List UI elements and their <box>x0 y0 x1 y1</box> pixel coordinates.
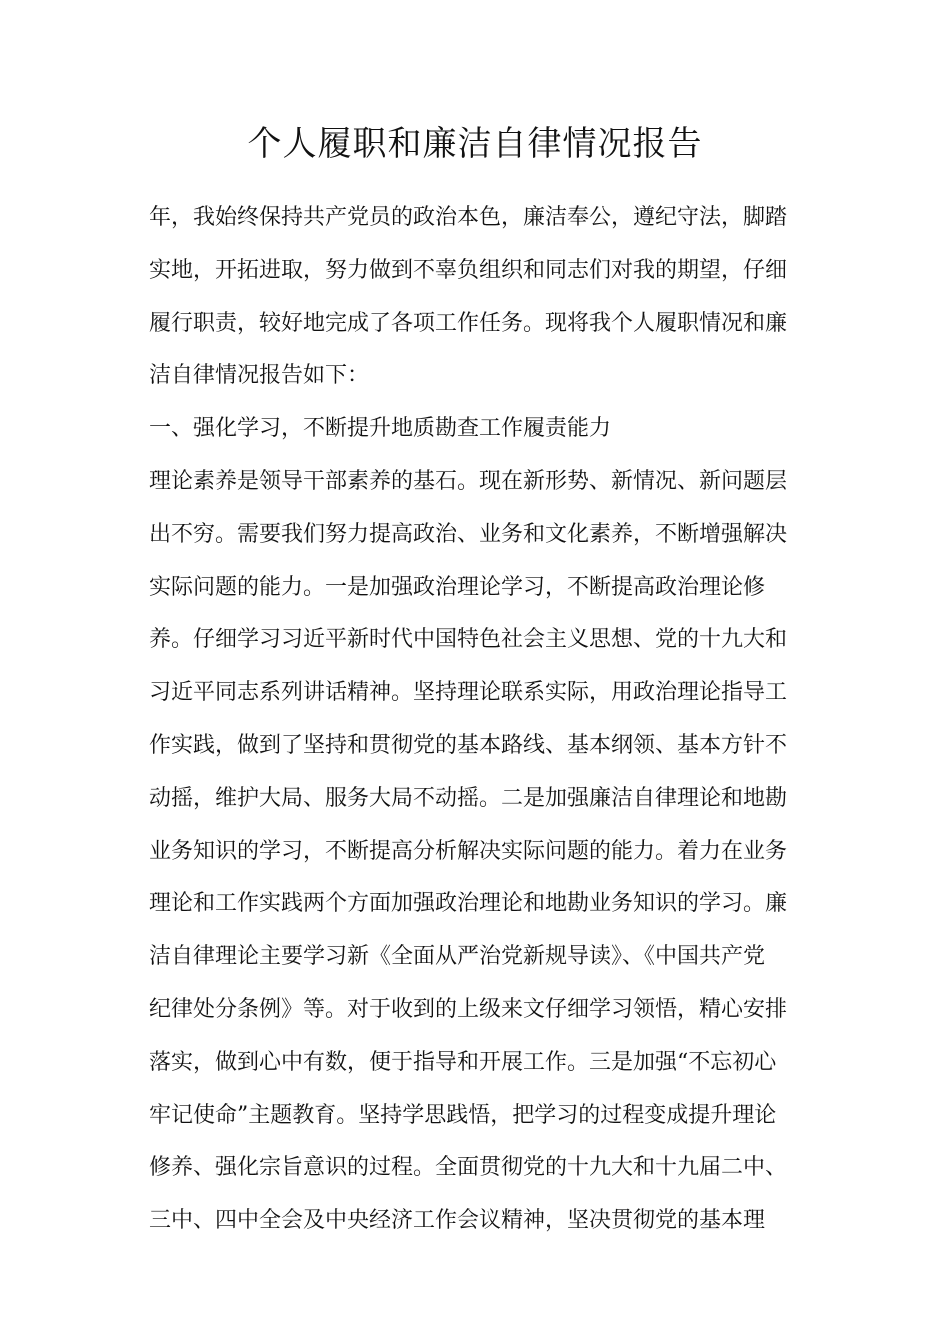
document-body <box>149 192 809 1248</box>
document-title: 个人履职和廉洁自律情况报告 <box>247 124 703 164</box>
body-line: 作实践，做到了坚持和贯彻党的基本路线、基本纲领、基本方针不 <box>149 732 788 758</box>
section-heading: 一、强化学习，不断提升地质勘查工作履责能力 <box>149 416 612 442</box>
body-line: 业务知识的学习，不断提高分析解决实际问题的能力。着力在业务 <box>149 838 788 864</box>
body-line: 实际问题的能力。一是加强政治理论学习，不断提高政治理论修 <box>149 574 766 600</box>
body-line: 理论素养是领导干部素养的基石。现在新形势、新情况、新问题层 <box>149 468 788 494</box>
body-line: 出不穷。需要我们努力提高政治、业务和文化素养，不断增强解决 <box>149 521 788 547</box>
body-line: 年，我始终保持共产党员的政治本色，廉洁奉公，遵纪守法，脚踏 <box>149 205 788 230</box>
body-line: 动摇，维护大局、服务大局不动摇。二是加强廉洁自律理论和地勘 <box>149 785 788 811</box>
body-line: 养。仔细学习习近平新时代中国特色社会主义思想、党的十九大和 <box>149 627 788 653</box>
body-line: 履行职责，较好地完成了各项工作任务。现将我个人履职情况和廉 <box>149 310 788 336</box>
body-line: 理论和工作实践两个方面加强政治理论和地勘业务知识的学习。廉 <box>149 891 788 917</box>
body-line: 三中、四中全会及中央经济工作会议精神，坚决贯彻党的基本理 <box>149 1208 766 1234</box>
body-line: 纪律处分条例》等。对于收到的上级来文仔细学习领悟，精心安排 <box>149 996 788 1022</box>
body-line: 牢记使命”主题教育。坚持学思践悟，把学习的过程变成提升理论 <box>149 1102 777 1128</box>
body-line: 洁自律理论主要学习新《全面从严治党新规导读》、《中国共产党 <box>149 944 766 970</box>
body-line: 修养、强化宗旨意识的过程。全面贯彻党的十九大和十九届二中、 <box>149 1155 788 1181</box>
body-line: 洁自律情况报告如下： <box>149 363 370 389</box>
body-line: 落实，做到心中有数，便于指导和开展工作。三是加强“不忘初心 <box>149 1049 777 1075</box>
body-line: 实地，开拓进取，努力做到不辜负组织和同志们对我的期望，仔细 <box>149 257 788 283</box>
body-line: 习近平同志系列讲话精神。坚持理论联系实际，用政治理论指导工 <box>149 680 788 706</box>
